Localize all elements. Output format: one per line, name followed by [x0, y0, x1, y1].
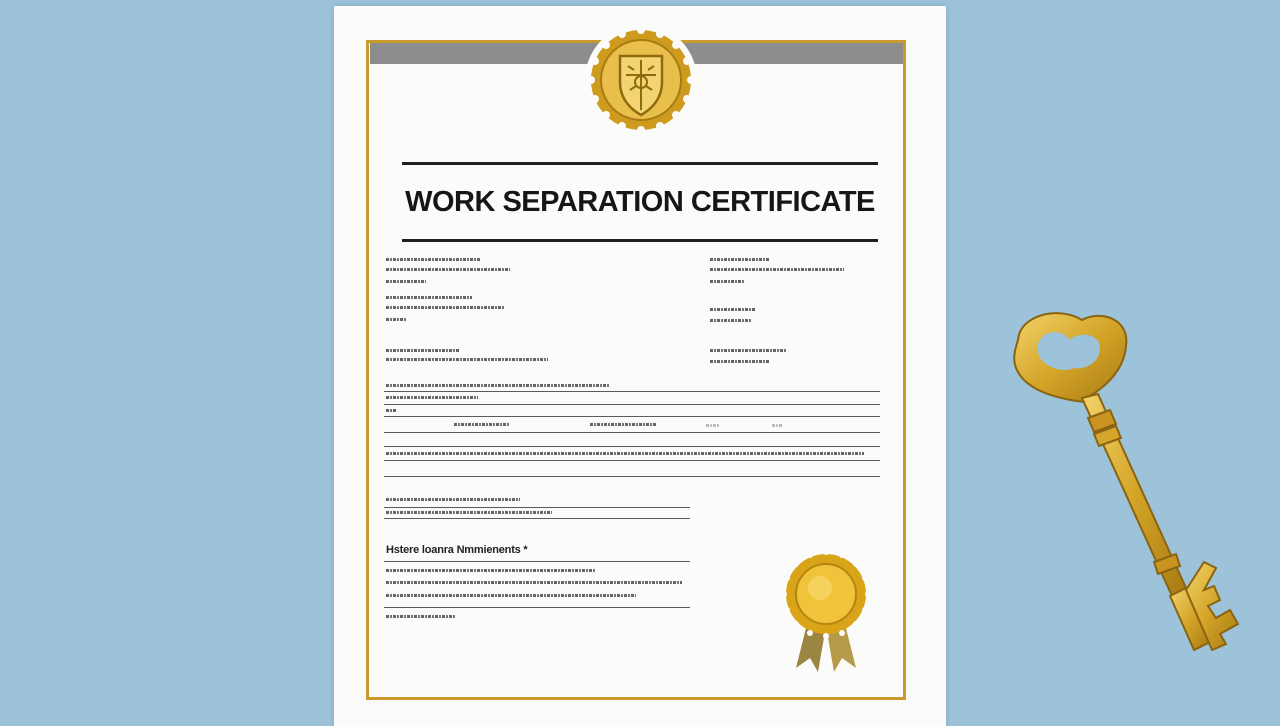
table-rule: [384, 391, 880, 392]
info-line: [386, 258, 480, 261]
info-line: [710, 308, 756, 311]
signature-section-label: Hstere loanra Nmmienents *: [386, 544, 528, 556]
gold-key-icon: [990, 300, 1260, 680]
field-rule: [384, 507, 690, 508]
field-rule: [384, 518, 690, 519]
signature-rule: [384, 607, 690, 608]
table-text: [386, 384, 610, 387]
table-text: [386, 396, 478, 399]
info-line: [386, 318, 406, 321]
field-text: [386, 511, 552, 514]
info-line: [386, 358, 548, 361]
table-rule: [384, 460, 880, 461]
signature-text: [386, 594, 636, 597]
info-line: [710, 319, 752, 322]
title-rule-bottom: [402, 239, 878, 242]
table-text: [454, 423, 510, 426]
info-line: [710, 349, 786, 352]
table-rule: [384, 432, 880, 433]
signature-rule: [384, 561, 690, 562]
title-rule-top: [402, 162, 878, 165]
info-line: [386, 268, 510, 271]
field-text: [386, 498, 520, 501]
table-text: [706, 424, 720, 427]
info-line: [710, 280, 744, 283]
gold-crest-emblem-icon: [586, 20, 696, 140]
certificate-document: [334, 6, 946, 726]
signature-text: [386, 581, 682, 584]
info-line: [710, 268, 844, 271]
info-line: [386, 349, 460, 352]
info-line: [710, 258, 770, 261]
table-rule: [384, 446, 880, 447]
gold-ribbon-seal-icon: [778, 550, 874, 676]
certificate-title: WORK SEPARATION CERTIFICATE: [405, 186, 875, 218]
table-text: [772, 424, 782, 427]
table-rule: [384, 416, 880, 417]
table-text: [386, 409, 396, 412]
signature-text: [386, 615, 456, 618]
table-rule: [384, 404, 880, 405]
signature-text: [386, 569, 596, 572]
table-text: [590, 423, 656, 426]
info-line: [386, 280, 426, 283]
table-text: [386, 452, 864, 455]
info-line: [386, 306, 504, 309]
info-line: [710, 360, 770, 363]
table-rule: [384, 476, 880, 477]
info-line: [386, 296, 472, 299]
